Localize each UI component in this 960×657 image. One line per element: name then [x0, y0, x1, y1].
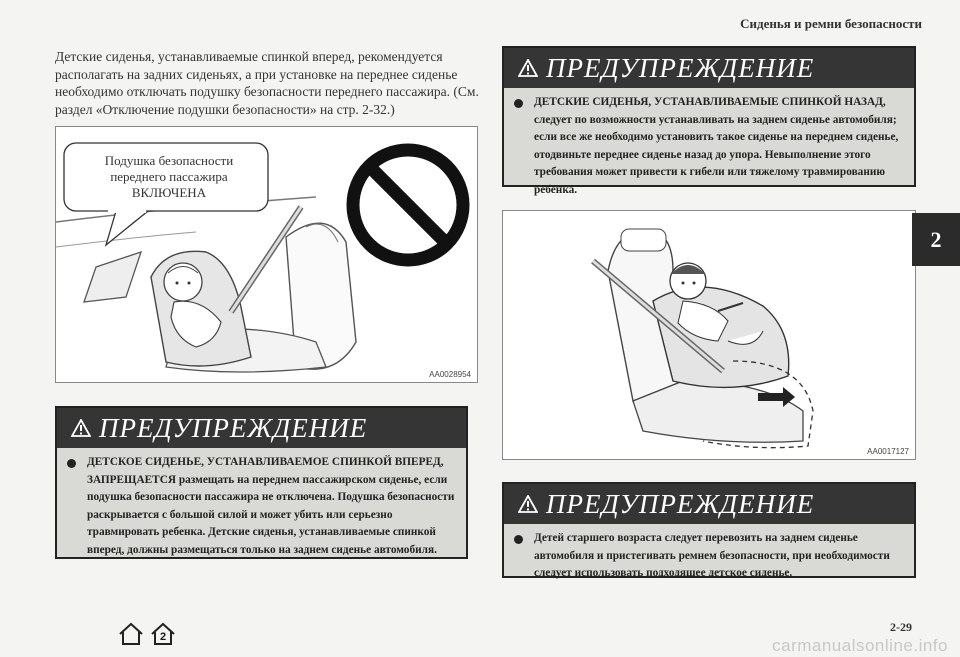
chapter-home-button[interactable]	[150, 622, 176, 646]
figure-code: AA0028954	[429, 370, 471, 379]
warning-header	[57, 408, 466, 448]
warning-triangle-icon	[71, 419, 91, 437]
figure-code: AA0017127	[867, 447, 909, 456]
warning-title: ПРЕДУПРЕЖДЕНИЕ	[99, 412, 368, 443]
warning-header	[504, 484, 914, 524]
bullet-icon	[514, 99, 523, 108]
warning-text: ДЕТСКИЕ СИДЕНЬЯ, УСТАНАВЛИВАЕМЫЕ СПИНКОЙ НАЗАД, следует по возможности устанавливать на заднем сиденье автомобиля; если все же необходимо установить такое сиденье на переднем сиденье, отодвиньте переднее сиденье назад до упора. Невыполнение этого требования может привести к гибели или тяжелому травмированию ребенка.	[534, 96, 899, 196]
figure-child-seat-front	[55, 126, 478, 383]
warning-box-forward-facing	[55, 406, 468, 559]
airbag-on-callout: Подушка безопасности переднего пассажира ВКЛЮЧЕНА	[104, 153, 234, 200]
bullet-icon	[67, 459, 76, 468]
page-number: 2-29	[890, 620, 912, 634]
intro-paragraph: Детские сиденья, устанавливаемые спинкой вперед, рекомендуется располагать на задних сиденьях, а при установке на переднее сиденье необходимо отключать подушку безопасности переднего пассажира. (См. раздел «Отключение подушки безопасности» на стр. 2-32.)	[55, 49, 479, 117]
page-navigation	[118, 622, 176, 646]
warning-box-rear-facing	[502, 46, 916, 196]
warning-triangle-icon	[518, 59, 538, 77]
warning-title: ПРЕДУПРЕЖДЕНИЕ	[546, 488, 815, 519]
section-title: Сиденья и ремни безопасности	[740, 16, 922, 31]
figure-child-seat-rear	[502, 210, 916, 460]
home-icon[interactable]	[118, 622, 144, 646]
chapter-tab[interactable]: 2	[912, 213, 960, 266]
warning-title: ПРЕДУПРЕЖДЕНИЕ	[546, 52, 815, 83]
watermark: carmanualsonline.info	[772, 636, 948, 655]
warning-box-older-children	[502, 482, 916, 578]
warning-text: Детей старшего возраста следует перевозить на заднем сиденье автомобиля и пристегивать ремнем безопасности, при необходимости следует использовать подходящее детское сиденье.	[534, 532, 890, 579]
warning-header	[504, 48, 914, 88]
chapter-badge: 2	[159, 631, 167, 643]
warning-triangle-icon	[518, 495, 538, 513]
bullet-icon	[514, 535, 523, 544]
warning-text: ДЕТСКОЕ СИДЕНЬЕ, УСТАНАВЛИВАЕМОЕ СПИНКОЙ ВПЕРЕД, ЗАПРЕЩАЕТСЯ размещать на переднем пассажирском сиденье, если подушка безопасности пассажира не отключена. Подушка безопасности раскрывается с большой силой и может убить или серьезно травмировать ребенка. Детские сиденья, устанавливаемые спинкой вперед, должны размещаться только на заднем сиденье автомобиля.	[87, 456, 455, 556]
illustration-child-seat-rear	[503, 211, 915, 459]
